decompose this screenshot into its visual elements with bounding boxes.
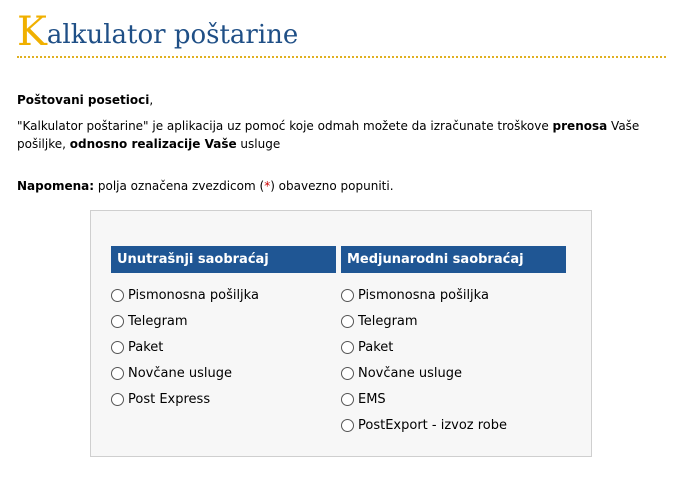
option-label[interactable]: Pismonosna pošiljka [128,288,259,303]
note-label: Napomena: [17,179,95,193]
option-label[interactable]: EMS [358,392,386,407]
domestic-option[interactable] [111,288,336,314]
greeting-text: Poštovani posetioci [17,93,150,107]
option-label[interactable]: Post Express [128,392,211,407]
title-text: alkulator poštarine [46,20,299,50]
international-option[interactable] [341,314,566,340]
option-label[interactable]: Paket [128,340,164,355]
international-options [341,288,566,444]
greeting [17,91,153,109]
intro-bold-2: odnosno realizacije Vaše [69,137,237,151]
radio-button[interactable] [111,289,124,302]
domestic-option[interactable] [111,340,336,366]
domestic-option[interactable] [111,392,336,418]
international-option[interactable] [341,392,566,418]
intro-paragraph [17,117,657,153]
note-text-1: polja označena zvezdicom ( [94,179,265,193]
intro-text-3: usluge [236,137,281,151]
radio-button[interactable] [111,367,124,380]
option-label[interactable]: Novčane usluge [128,366,232,381]
title-initial: K [17,9,47,55]
radio-button[interactable] [341,315,354,328]
intro-bold-1: prenosa [552,119,608,133]
page-title [17,10,298,57]
note [17,177,394,195]
domestic-option[interactable] [111,366,336,392]
international-heading: Medjunarodni saobraćaj [341,246,566,273]
note-text-2: ) obavezno popuniti. [270,179,394,193]
international-column [341,246,566,444]
international-option[interactable] [341,340,566,366]
intro-text-2: Vaše pošiljke, [17,119,640,151]
option-label[interactable]: PostExport - izvoz robe [358,418,508,433]
radio-button[interactable] [111,341,124,354]
international-option[interactable] [341,418,566,444]
radio-button[interactable] [341,419,354,432]
service-selection-panel [90,210,592,457]
radio-button[interactable] [341,289,354,302]
intro-text-1: "Kalkulator poštarine" je aplikacija uz pomoć koje odmah možete da izračunate troškove [17,119,553,133]
title-divider [17,56,666,58]
radio-button[interactable] [111,315,124,328]
option-label[interactable]: Telegram [358,314,418,329]
domestic-heading: Unutrašnji saobraćaj [111,246,336,273]
domestic-option[interactable] [111,314,336,340]
greeting-punct: , [149,93,154,107]
domestic-options [111,288,336,418]
radio-button[interactable] [341,367,354,380]
option-label[interactable]: Pismonosna pošiljka [358,288,489,303]
option-label[interactable]: Novčane usluge [358,366,462,381]
option-label[interactable]: Paket [358,340,394,355]
international-option[interactable] [341,288,566,314]
option-label[interactable]: Telegram [128,314,188,329]
radio-button[interactable] [341,393,354,406]
international-option[interactable] [341,366,566,392]
radio-button[interactable] [341,341,354,354]
radio-button[interactable] [111,393,124,406]
required-star: * [264,179,271,193]
domestic-column [111,246,336,418]
